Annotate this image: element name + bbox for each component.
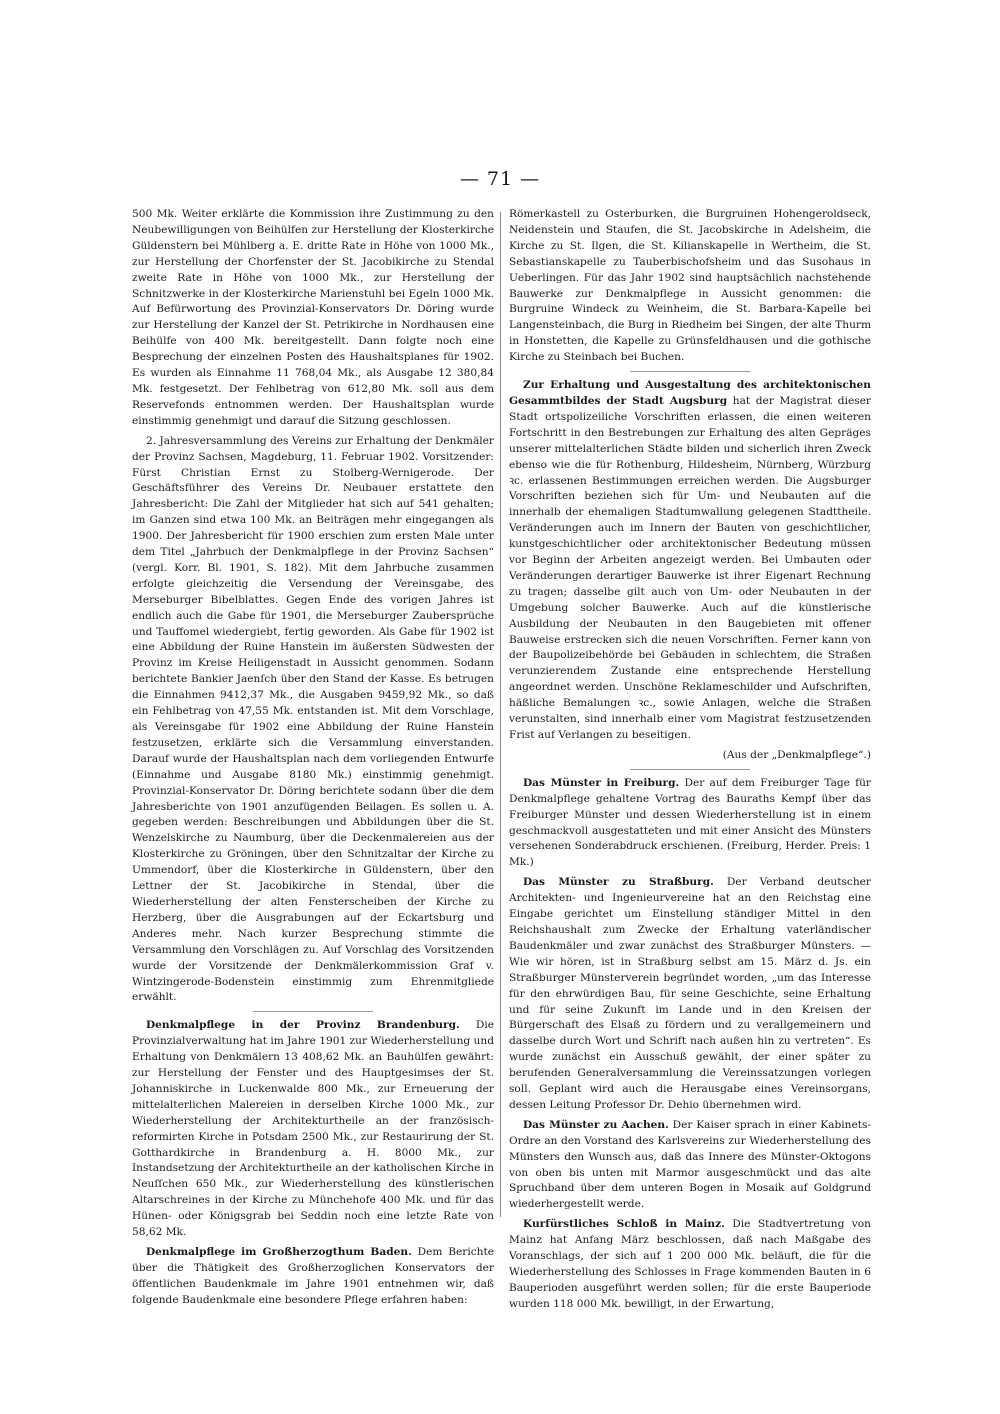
section-divider	[630, 371, 750, 372]
section-baden	[132, 1245, 494, 1309]
heading-strassburg: Das Münster zu Straßburg.	[523, 876, 714, 889]
paragraph-strassburg: Der Verband deutscher Architekten- und Ingenieurvereine hat an den Reichstag eine Eingabe gerichtet um Einstellung ständiger Mittel in den Reichshaushalt zum Zwecke der Erhaltung vaterländischer Baudenkmäler und zwar zunächst des Straßburger Münsters. — Wie wir hören, ist in Straßburg selbst am 15. März d. Js. ein Straßburger Münsterverein begründet worden, „um das Interesse für den ehrwürdigen Bau, für seine Geschichte, seine Erhaltung und für seine Zukunft im Lande und in den Kreisen der Bürgerschaft des Elsaß zu fördern und zu verallgemeinern und dasselbe durch Wort und Schrift nach außen hin zu vertreten“. Es wurde zunächst ein Ausschuß gewählt, der einer später zu berufenden Generalversammlung die Vereinssatzungen vorlegen soll. Geplant wird auch die Herausgabe eines Vereinsorgans, dessen Leitung Professor Dr. Dehio übernehmen wird.	[509, 876, 871, 1111]
right-column	[509, 207, 871, 1310]
paragraph-aachen: Der Kaiser sprach in einer Kabinets-Ordre an den Vorstand des Karlsvereins zur Wiederherstellung des Münsters den Wunsch aus, daß das Innere des Münster-Oktogons von oben bis unten mit Marmor ausgeschmückt und das alte Spruchband über dem unteren Bogen in Mosaik auf Goldgrund wiederhergestellt werde.	[509, 1118, 871, 1211]
section-freiburg	[509, 776, 871, 871]
paragraph-commission: 500 Mk. Weiter erklärte die Kommission ihre Zustimmung zu den Neubewilligungen von Beihülfen zur Herstellung der Klosterkirche Güldenstern bei Mühlberg a. E. dritte Rate in Höhe von 1000 Mk., zur Herstellung der Chorfenster der St. Jacobikirche zu Stendal zweite Rate in Höhe von 1000 Mk., zur Herstellung der Schnitzwerke in der Klosterkirche Marienstuhl bei Egeln 1000 Mk. Auf Befürwortung des Provinzial-Konservators Dr. Döring wurde zur Herstellung der Kanzel der St. Petrikirche in Nordhausen eine Beihülfe von 400 Mk. bereitgestellt. Dann folgte noch eine Besprechung der einzelnen Posten des Haushaltsplanes für 1902. Es wurden als Einnahme 11 768,04 Mk., als Ausgabe 12 380,84 Mk. festgesetzt. Der Fehlbetrag von 612,80 Mk. soll aus dem Reservefonds entnommen werden. Der Haushaltsplan wurde einstimmig genehmigt und darauf die Sitzung geschlossen.	[132, 208, 494, 427]
heading-mainz: Kurfürstliches Schloß in Mainz.	[523, 1218, 725, 1231]
section-divider	[630, 769, 750, 770]
heading-freiburg: Das Münster in Freiburg.	[523, 776, 680, 789]
column-rule	[500, 212, 501, 1217]
paragraph-brandenburg: Die Provinzialverwaltung hat im Jahre 1901 zur Wiederherstellung und Erhaltung von Denkmälern 13 408,62 Mk. an Bauhülfen gewährt: zur Herstellung der Fenster und des Hauptgesimses der St. Johanniskirche in Luckenwalde 800 Mk., zur Erneuerung der mittelalterlichen Malereien in derselben Kirche 1000 Mk., zur Wiederherstellung der Architekturtheile an der französisch-reformirten Kirche in Potsdam 2500 Mk., zur Restaurirung der St. Gotthardkirche in Brandenburg a. H. 8000 Mk., zur Instandsetzung der Architekturtheile an der katholischen Kirche in Neuſſchen 650 Mk., zur Wiederherstellung des künstlerischen Altarschreines in der Kirche zu Münchehofe 400 Mk. und für das Hünen- oder Königsgrab bei Seddin noch eine letzte Rate von 58,62 Mk.	[132, 1019, 494, 1239]
section-augsburg	[509, 378, 871, 744]
page-number: — 71 —	[459, 168, 541, 190]
paragraph-augsburg: hat der Magistrat dieser Stadt ortspolizeiliche Vorschriften erlassen, die einen weiteren Fortschritt in den Bestrebungen zur Erhaltung des alten Gepräges unserer mittelalterlichen Städte bilden und sicherlich ihren Zweck ebenso wie die für Rothenburg, Hildesheim, Nürnberg, Würzburg ꝛc. erlassenen Bestimmungen erreichen werden. Die Augsburger Vorschriften beziehen sich für Um- und Neubauten auf die innerhalb der ehemaligen Stadtumwallung gelegenen Stadttheile. Veränderungen auch im Innern der Bauten von geschichtlicher, kunstgeschichtlicher oder architektonischer Bedeutung müssen vor Beginn der Arbeiten angezeigt werden. Bei Umbauten oder Veränderungen derartiger Bauwerke ist ihrer Eigenart Rechnung zu tragen; dasselbe gilt auch von Um- oder Neubauten in der Umgebung solcher Bauwerke. Auch auf die künstlerische Ausbildung der Neubauten in den Baugebieten mit offener Bauweise erstrecken sich die neuen Vorschriften. Ferner kann von der Baupolizeibehörde bei Gebäuden in schlechtem, die Straßen verunzierendem Zustande eine entsprechende Herstellung angeordnet werden. Unschöne Reklameschilder und Aufschriften, häßliche Bemalungen ꝛc., sowie Anlagen, welche die Straßen verunstalten, sind innerhalb einer vom Magistrat festzusetzenden Frist auf Verlangen zu beseitigen.	[509, 394, 871, 741]
left-column	[132, 207, 495, 1306]
section-divider	[253, 1011, 373, 1012]
heading-augsburg: Zur Erhaltung und Ausgestaltung des architektonischen Gesammtbildes der Stadt Augsburg	[509, 379, 871, 407]
section-brandenburg	[132, 1018, 494, 1241]
paragraph-freiburg: Der auf dem Freiburger Tage für Denkmalpflege gehaltene Vortrag des Bauraths Kempf über das Freiburger Münster und dessen Wiederherstellung ist in einem geschmackvoll ausgestatteten und mit einer Ansicht des Münsters versehenen Sonderabdruck erschienen. (Freiburg, Herder. Preis: 1 Mk.)	[509, 776, 871, 869]
source-denkmalpflege: (Aus der „Denkmalpflege“.)	[722, 748, 871, 761]
paragraph-mainz: Die Stadtvertretung von Mainz hat Anfang März beschlossen, daß nach Maßgabe des Voranschlags, der sich auf 1 200 000 Mk. beläuft, die für die Wiederherstellung des Schlosses in Frage kommenden Bauten in 6 Bauperioden ausgeführt werden sollen; für die erste Bauperiode wurden 118 000 Mk. bewilligt, in der Erwartung,	[509, 1218, 871, 1310]
heading-aachen: Das Münster zu Aachen.	[523, 1118, 669, 1131]
paragraph-baden: Dem Berichte über die Thätigkeit des Großherzoglichen Konservators der öffentlichen Baudenkmale im Jahre 1901 entnehmen wir, daß folgende Baudenkmale eine besondere Pflege erfahren haben:	[132, 1246, 495, 1306]
paragraph-baden-continued: Römerkastell zu Osterburken, die Burgruinen Hohengeroldseck, Neidenstein und Staufen, die St. Jacobskirche in Adelsheim, die Kirche zu St. Ilgen, die St. Kilianskapelle in Wertheim, die St. Sebastianskapelle zu Tauberbischofsheim und das Susohaus in Ueberlingen. Für das Jahr 1902 sind hauptsächlich nachstehende Bauwerke zur Denkmalpflege in Aussicht genommen: die Burgruine Windeck zu Weinheim, die St. Barbara-Kapelle bei Langensteinbach, die Burg in Riedheim bei Singen, der alte Thurm in Honstetten, die Kapelle zu Grünsfeldhausen und die gothische Kirche zu Steinbach bei Buchen.	[509, 208, 871, 364]
section-strassburg	[509, 875, 871, 1114]
heading-baden: Denkmalpflege im Großherzogthum Baden.	[146, 1246, 412, 1258]
section-mainz	[509, 1217, 871, 1312]
heading-brandenburg: Denkmalpflege in der Provinz Brandenburg.	[146, 1019, 460, 1032]
paragraph-annual-meeting: 2. Jahresversammlung des Vereins zur Erhaltung der Denkmäler der Provinz Sachsen, Magdeburg, 11. Februar 1902. Vorsitzender: Fürst Christian Ernst zu Stolberg-Wernigerode. Der Geschäftsführer des Vereins Dr. Neubauer erstattete den Jahresbericht: Die Zahl der Mitglieder hat sich auf 541 gehalten; im Ganzen sind etwa 100 Mk. an Beiträgen mehr eingegangen als 1900. Der Jahresbericht für 1900 erschien zum ersten Male unter dem Titel „Jahrbuch der Denkmalpflege in der Provinz Sachsen“ (vergl. Korr. Bl. 1901, S. 182). Mit dem Jahrbuche zusammen erfolgte gleichzeitig die Versendung der Vereinsgabe, des Merseburger Bibelblattes. Gegen Ende des vorigen Jahres ist endlich auch die Gabe für 1901, die Merseburger Zaubersprüche und Tauffomel wiedergiebt, fertig geworden. Als Gabe für 1902 ist eine Abbildung der Ruine Hanstein im äußersten Südwesten der Provinz im Kreise Heiligenstadt in Aussicht genommen. Sodann berichtete Bankier Jaenſch über den Stand der Kasse. Es betrugen die Einnahmen 9412,37 Mk., die Ausgaben 9459,92 Mk., so daß ein Fehlbetrag von 47,55 Mk. entstanden ist. Mit dem Vorschlage, als Vereinsgabe für 1902 eine Abbildung der Ruine Hanstein festzusetzen, erklärte sich die Versammlung einverstanden. Darauf wurde der Haushaltsplan nach dem vorliegenden Entwurfe (Einnahme und Ausgabe 8180 Mk.) einstimmig genehmigt. Provinzial-Konservator Dr. Döring berichtete sodann über die dem Jahresberichte von 1901 anzufügenden Beilagen. Es sollen u. A. gegeben werden: Beschreibungen und Abbildungen über die St. Wenzelskirche zu Naumburg, über die Deckenmalereien aus der Klosterkirche zu Gröningen, über den Schnitzaltar der Kirche zu Ummendorf, über die Klosterkirche in Güldenstern, über den Lettner der St. Jacobikirche in Stendal, über die Wiederherstellung der alten Fensterscheiben der Kirche zu Herzberg, über die Ausgrabungen auf der Eckartsburg und Anderes mehr. Nach kurzer Besprechung stimmte die Versammlung den Vorschlägen zu. Auf Vorschlag des Vorsitzenden wurde der Vorsitzende der Denkmälerkommission Graf v. Wintzingerode-Bodenstein einstimmig zum Ehrenmitgliede erwählt.	[132, 434, 494, 1004]
section-aachen	[509, 1118, 871, 1213]
